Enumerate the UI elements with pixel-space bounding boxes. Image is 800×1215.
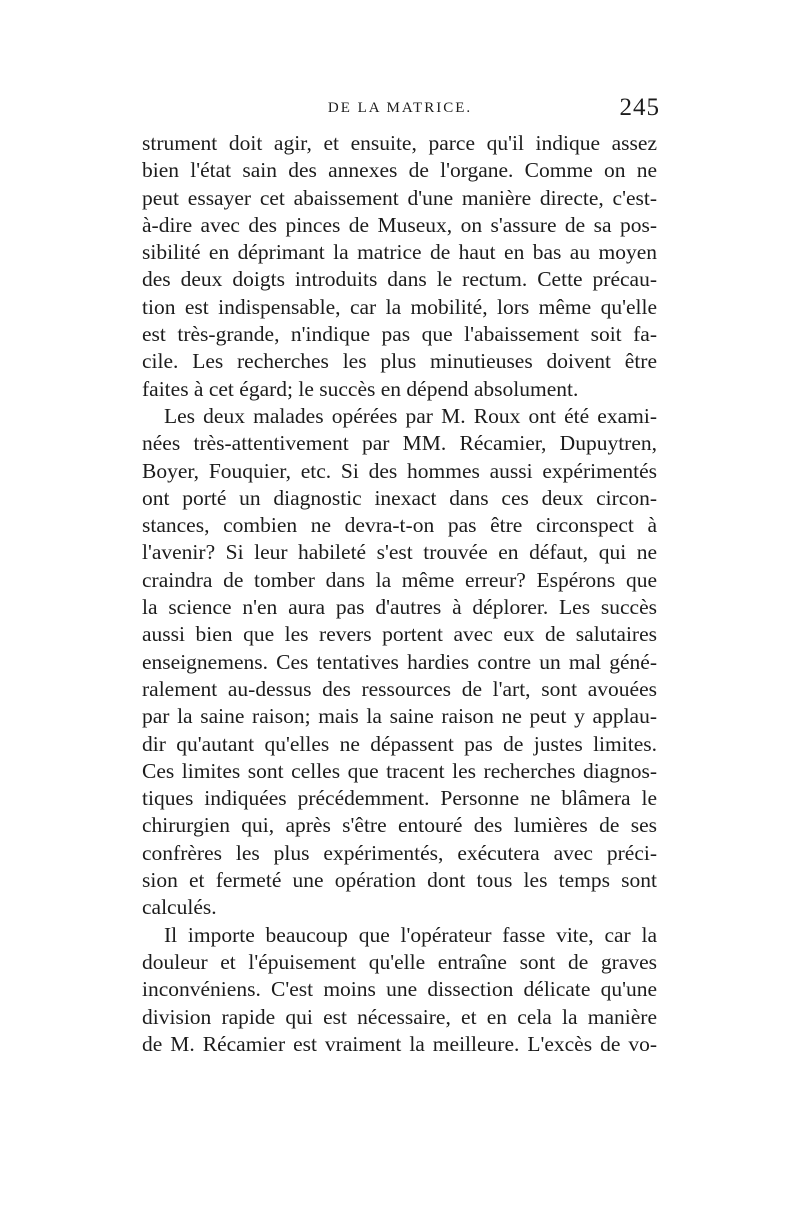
text-line: douleur et l'épuisement qu'elle entraîne sont de graves [142, 949, 657, 974]
text-line: sion et fermeté une opération dont tous les temps sont [142, 868, 657, 893]
text-line: sibilité en déprimant la matrice de haut en bas au moyen [142, 240, 657, 265]
text-line: la science n'en aura pas d'autres à déplorer. Les succès [142, 595, 657, 620]
text-line: peut essayer cet abaissement d'une manière directe, c'est- [142, 185, 657, 210]
text-line: calculés. [142, 895, 217, 920]
text-line: tiques indiquées précédemment. Personne ne blâmera le [142, 786, 657, 811]
text-line: à-dire avec des pinces de Museux, on s'assure de sa pos- [142, 212, 657, 237]
running-title: DE LA MATRICE. [327, 100, 473, 116]
body-text [142, 130, 657, 1058]
text-line: craindra de tomber dans la même erreur? Espérons que [142, 567, 657, 592]
text-line: par la saine raison; mais la saine raison ne peut y applau- [142, 704, 657, 729]
text-line: de M. Récamier est vraiment la meilleure. L'excès de vo- [142, 1031, 657, 1056]
text-line: faites à cet égard; le succès en dépend absolument. [142, 376, 579, 401]
text-line: chirurgien qui, après s'être entouré des lumières de ses [142, 813, 657, 838]
text-line: Boyer, Fouquier, etc. Si des hommes aussi expérimentés [142, 458, 657, 483]
text-line: bien l'état sain des annexes de l'organe. Comme on ne [142, 158, 657, 183]
text-line: l'avenir? Si leur habileté s'est trouvée en défaut, qui ne [142, 540, 657, 565]
text-line: confrères les plus expérimentés, exécutera avec préci- [142, 840, 657, 865]
text-line: ont porté un diagnostic inexact dans ces deux circon- [142, 485, 657, 510]
text-line: des deux doigts introduits dans le rectum. Cette précau- [142, 267, 657, 292]
text-line: aussi bien que les revers portent avec eux de salutaires [142, 622, 657, 647]
text-line: cile. Les recherches les plus minutieuses doivent être [142, 349, 657, 374]
running-head [140, 94, 660, 124]
text-line: dir qu'autant qu'elles ne dépassent pas de justes limites. [142, 731, 657, 756]
text-line: Les deux malades opérées par M. Roux ont été exami- [164, 403, 657, 428]
text-line: enseignemens. Ces tentatives hardies contre un mal géné- [142, 649, 657, 674]
text-line: est très-grande, n'indique pas que l'abaissement soit fa- [142, 322, 657, 347]
text-line: nées très-attentivement par MM. Récamier, Dupuytren, [142, 431, 657, 456]
page-number: 245 [619, 94, 660, 121]
text-line: strument doit agir, et ensuite, parce qu'il indique assez [142, 131, 657, 155]
text-line: division rapide qui est nécessaire, et en cela la manière [142, 1004, 657, 1029]
text-line: stances, combien ne devra-t-on pas être circonspect à [142, 513, 657, 538]
text-line: Il importe beaucoup que l'opérateur fasse vite, car la [164, 922, 657, 947]
text-line: Ces limites sont celles que tracent les recherches diagnos- [142, 758, 657, 783]
text-line: ralement au-dessus des ressources de l'art, sont avouées [142, 676, 657, 701]
text-line: tion est indispensable, car la mobilité, lors même qu'elle [142, 294, 657, 319]
text-line: inconvéniens. C'est moins une dissection délicate qu'une [142, 977, 657, 1002]
